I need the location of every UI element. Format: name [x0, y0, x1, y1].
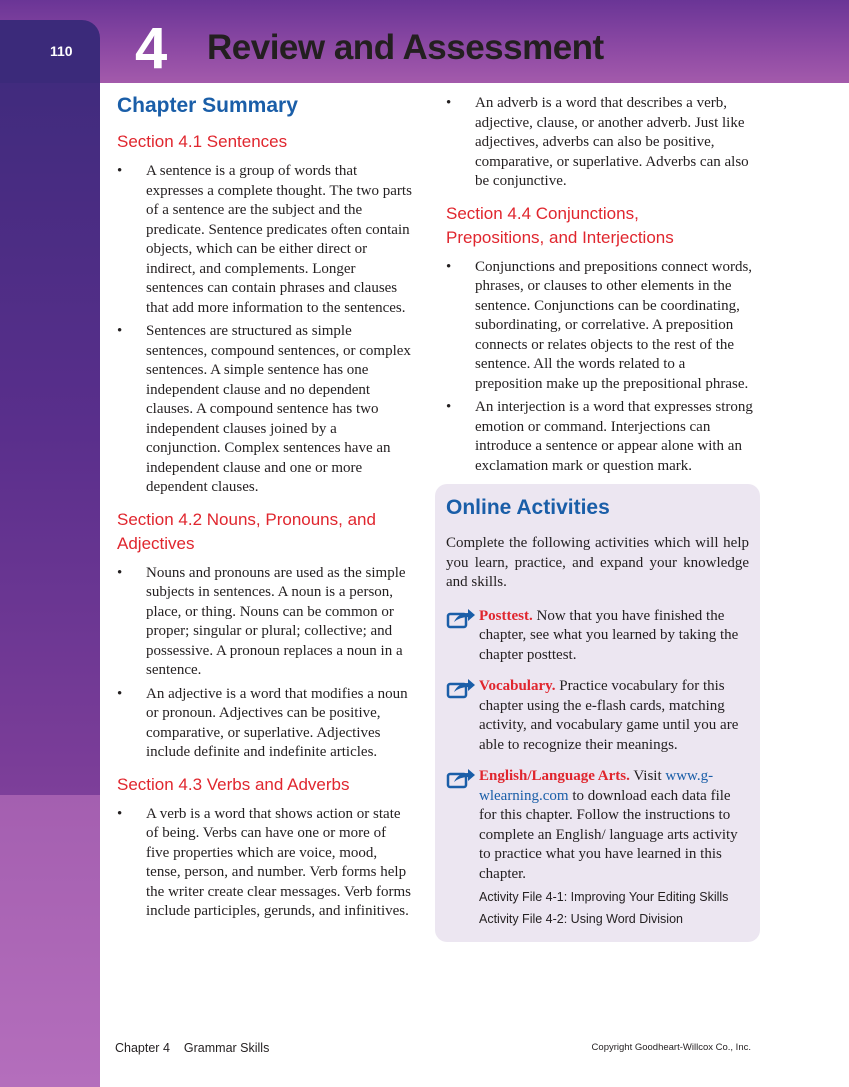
list-item: • An adjective is a word that modifies a noun or pronoun. Adjectives can be positive, comparative, or superlative. Adjectives include definite and indefinite articles.	[117, 685, 413, 763]
section-heading: Section 4.2 Nouns, Pronouns, and Adjectives	[117, 509, 376, 553]
chapter-summary-heading: Chapter Summary	[117, 94, 298, 117]
page-number: 110	[50, 43, 73, 59]
list-item: • A sentence is a group of words that expresses a complete thought. The two parts of a sentence are the subject and the predicate. Sentence predicates often contain objects, which can be either direct or indirect, and complements. Longer sentences can contain phrases and clauses that add more information to the sentences.	[117, 162, 413, 318]
section-heading: Section 4.4 Conjunctions, Prepositions, and Interjections	[446, 203, 674, 247]
right-column	[435, 94, 760, 942]
list-item: • An adverb is a word that describes a verb, adjective, clause, or another adverb. Just like adjectives, adverbs can also be positive, comparative, or superlative. Adverbs can also be conjunctive.	[446, 94, 754, 192]
activity-label: English/Language Arts.	[479, 768, 630, 784]
footer-book-title: Grammar Skills	[183, 1041, 270, 1055]
footer-copyright: Copyright Goodheart-Willcox Co., Inc.	[591, 1042, 751, 1053]
list-item: • A verb is a word that shows action or state of being. Verbs can have one or more of five properties which are voice, mood, tense, person, and number. Verb forms help the writer create clear messages. Verb forms include participles, gerunds, and infinitives.	[117, 805, 413, 922]
section-heading: Section 4.3 Verbs and Adverbs	[117, 774, 350, 794]
website-link[interactable]: www.g-wlearning.com	[479, 768, 714, 804]
left-column	[117, 94, 413, 932]
activity-text: Now that you have finished the chapter, see what you learned by taking the chapter posttest.	[479, 607, 739, 663]
activity-vocabulary[interactable]	[446, 677, 749, 755]
share-arrow-icon	[446, 607, 476, 629]
share-arrow-icon	[446, 677, 476, 699]
online-intro: Complete the following activities which will help you learn, practice, and expand your knowledge and skills.	[446, 535, 749, 590]
activity-text: Practice vocabulary for this chapter using the e-flash cards, matching activity, and vocabulary game until you are able to recognize their meanings.	[479, 678, 739, 753]
list-item: • Conjunctions and prepositions connect words, phrases, or clauses to other elements in the sentence. Conjunctions can be coordinating, subordinating, or correlative. A preposition connects or relates objects to the rest of the sentence. All the words related to a preposition make up the prepositional phrase.	[446, 258, 754, 395]
list-item: • Nouns and pronouns are used as the simple subjects in sentences. A noun is a person, place, or thing. Nouns can be common or proper; singular or plural; collective; and possessive. A pronoun replaces a noun in a sentence.	[117, 564, 413, 681]
activity-text: to download each data file for this chapter. Follow the instructions to complete an English/ language arts activity to practice what you have learned in this chapter.	[479, 787, 738, 882]
side-band-lower	[0, 795, 100, 1087]
side-band	[0, 0, 100, 1087]
chapter-title: Review and Assessment	[207, 28, 604, 67]
list-item: • An interjection is a word that expresses strong emotion or command. Interjections can introduce a sentence or appear alone with an exclamation mark or question mark.	[446, 398, 754, 476]
section-heading: Section 4.1 Sentences	[117, 132, 288, 151]
chapter-number: 4	[135, 16, 168, 81]
activity-posttest[interactable]	[446, 607, 749, 666]
activity-text: Visit	[629, 768, 666, 784]
activity-file[interactable]: Activity File 4-1: Improving Your Editing Skills	[479, 890, 729, 904]
online-activities-box	[435, 484, 760, 942]
activity-label: Vocabulary.	[479, 678, 556, 694]
activity-label: Posttest.	[479, 607, 533, 624]
list-item: • Sentences are structured as simple sentences, compound sentences, or complex sentences. A simple sentence has one independent clause and no dependent clauses. A compound sentence has two independent clauses joined by a conjunction. Complex sentences have an independent clause and one or more dependent clauses.	[117, 322, 413, 498]
activity-file[interactable]: Activity File 4-2: Using Word Division	[479, 912, 683, 926]
online-activities-heading: Online Activities	[446, 496, 610, 519]
share-arrow-icon	[446, 767, 476, 789]
footer-chapter-label: Chapter 4	[115, 1041, 170, 1055]
activity-english[interactable]	[446, 767, 749, 928]
footer-chapter	[115, 1041, 269, 1055]
